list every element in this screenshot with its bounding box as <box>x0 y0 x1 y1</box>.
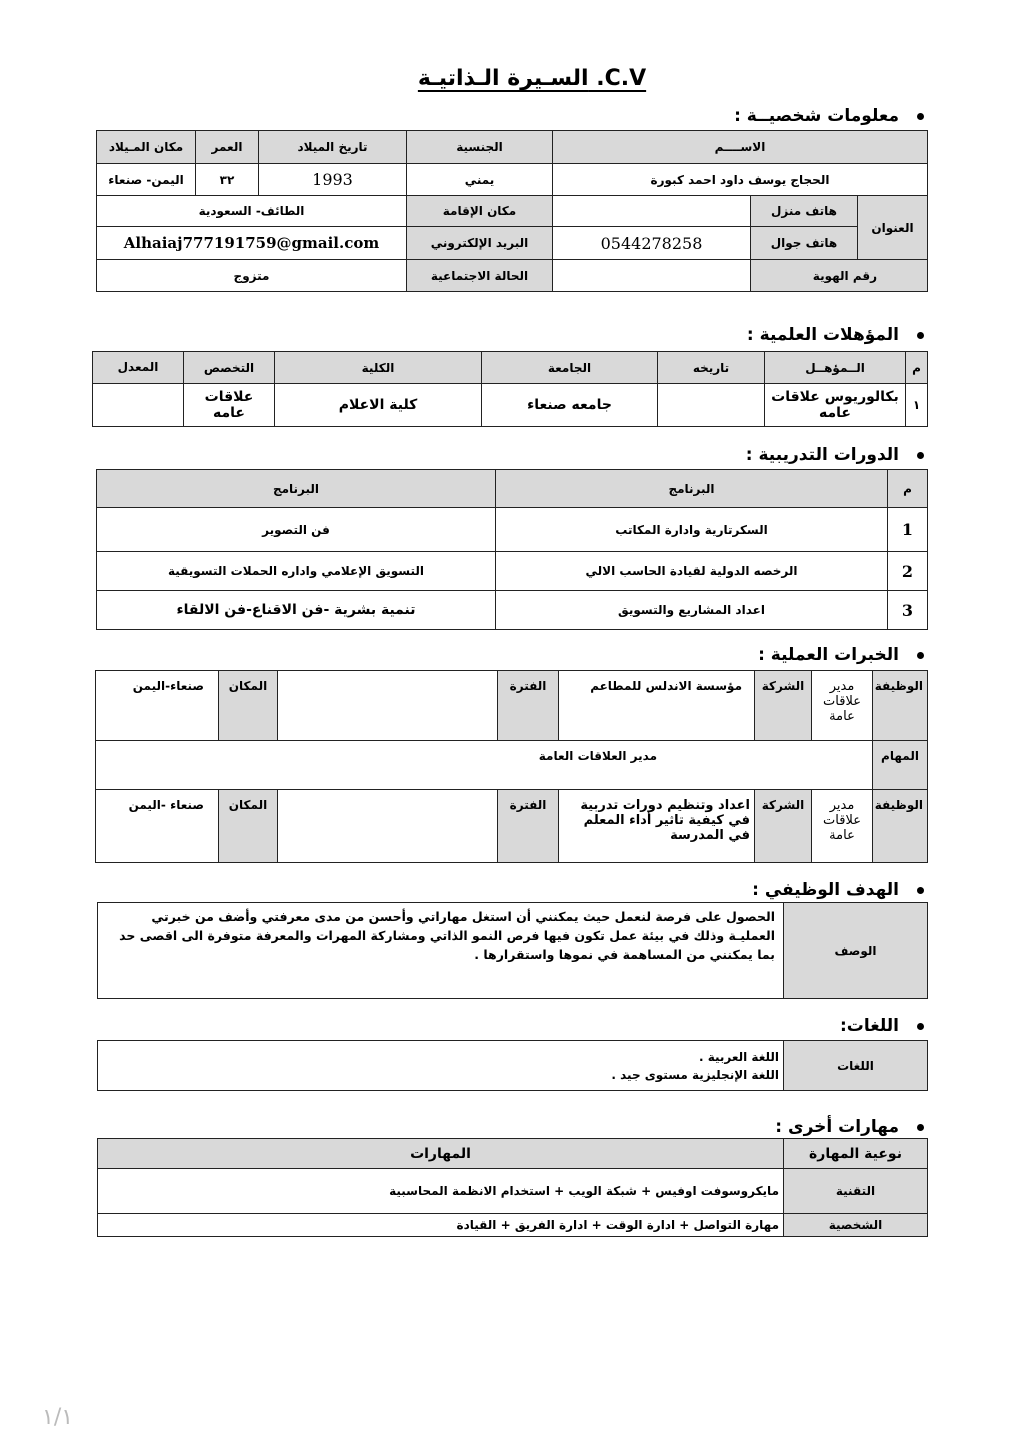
section-title: مهارات أخرى : <box>775 1117 899 1137</box>
job-label: الوظيفة <box>873 790 928 863</box>
home-phone-value <box>553 196 751 227</box>
training-no: 1 <box>888 508 928 552</box>
training-no: 2 <box>888 552 928 591</box>
table-row <box>98 1214 928 1237</box>
edu-date <box>658 384 765 427</box>
edu-header-college: الكلية <box>275 352 482 384</box>
edu-header-university: الجامعة <box>482 352 658 384</box>
skills-header-skills: المهارات <box>98 1139 784 1169</box>
birth-date-value: 1993 <box>259 164 407 196</box>
section-title: المؤهلات العلمية : <box>746 325 899 345</box>
training-no: 3 <box>888 591 928 630</box>
section-title: معلومات شخصيــة : <box>734 106 899 126</box>
table-row <box>97 508 928 552</box>
languages-label: اللغات <box>784 1041 928 1091</box>
skills-table <box>97 1138 928 1237</box>
birth-place-header: مكان المـيلاد <box>97 131 196 164</box>
skill-type: الشخصية <box>784 1214 928 1237</box>
bullet-icon <box>917 1124 924 1131</box>
marital-value: متزوج <box>97 260 407 292</box>
period-label: الفترة <box>498 790 559 863</box>
job-value: مدير علاقات عامة <box>812 671 873 741</box>
training-program-a: اعداد المشاريع والتسويق <box>496 591 888 630</box>
languages-table <box>97 1040 928 1091</box>
home-phone-label: هاتف منزل <box>751 196 858 227</box>
tasks-label: المهام <box>873 741 928 790</box>
table-row <box>97 552 928 591</box>
bullet-icon <box>917 113 924 120</box>
training-program-b: فن التصوير <box>97 508 496 552</box>
edu-header-major: التخصص <box>184 352 275 384</box>
address-label: العنوان <box>858 196 928 260</box>
company-value: مؤسسة الاندلس للمطاعم <box>559 671 755 741</box>
bullet-icon <box>917 1023 924 1030</box>
title-text: السـيرة الـذاتيـة .C.V <box>417 66 647 91</box>
birth-date-header: تاريخ الميلاد <box>259 131 407 164</box>
edu-university: جامعه صنعاء <box>482 384 658 427</box>
training-program-a: الرخصه الدولية لقيادة الحاسب الالي <box>496 552 888 591</box>
language-item: اللغة الإنجليزية مستوى جيد . <box>611 1067 779 1082</box>
place-value: صنعاء-اليمن <box>96 671 219 741</box>
bullet-icon <box>917 887 924 894</box>
edu-major: علاقات عامه <box>184 384 275 427</box>
skill-value: مايكروسوفت اوفيس + شبكة الويب + استخدام الانظمة المحاسبية <box>98 1169 784 1214</box>
company-label: الشركة <box>755 671 812 741</box>
section-education <box>747 325 924 345</box>
edu-gpa <box>93 384 184 427</box>
section-experience <box>758 645 924 665</box>
section-title: الدورات التدريبية : <box>745 445 899 465</box>
section-languages <box>840 1016 924 1036</box>
skills-header-type: نوعية المهارة <box>784 1139 928 1169</box>
edu-header-no: م <box>906 352 928 384</box>
period-value <box>278 671 498 741</box>
mobile-label: هاتف جوال <box>751 227 858 260</box>
nationality-header: الجنسية <box>407 131 553 164</box>
experience-table <box>95 670 928 863</box>
section-skills <box>775 1117 924 1137</box>
section-title: الخبرات العملية : <box>758 645 899 665</box>
training-header-no: م <box>888 470 928 508</box>
skill-type: التقنية <box>784 1169 928 1214</box>
skill-value: مهارة التواصل + ادارة الوقت + ادارة الفريق + القيادة <box>98 1214 784 1237</box>
section-title: اللغات: <box>839 1016 899 1036</box>
training-header-program-a: البرنامج <box>496 470 888 508</box>
section-training <box>746 445 924 465</box>
languages-list <box>98 1041 784 1091</box>
id-label: رقم الهوية <box>751 260 928 292</box>
bullet-icon <box>917 652 924 659</box>
residence-value: الطائف- السعودية <box>97 196 407 227</box>
id-value <box>553 260 751 292</box>
place-label: المكان <box>219 790 278 863</box>
training-table <box>96 469 928 630</box>
edu-college: كلية الاعلام <box>275 384 482 427</box>
job-label: الوظيفة <box>873 671 928 741</box>
age-header: العمر <box>196 131 259 164</box>
section-personal <box>734 106 924 126</box>
experience-entry <box>96 790 928 863</box>
name-value: الحجاج يوسف داود احمد كبورة <box>553 164 928 196</box>
personal-info-table <box>96 130 928 292</box>
table-row <box>97 591 928 630</box>
section-objective <box>752 880 924 900</box>
training-header-program-b: البرنامج <box>97 470 496 508</box>
objective-text: الحصول على فرصة لنعمل حيث يمكنني أن استغل مهاراتي وأحسن من مدى معرفتي وأضف من خبرتي العمليـة وذلك في بيئة عمل تكون فيها فرص النمو الذاتي ومشاركة المهرات والمعرفة متوفرة الى اقصى حد بما يمكنني من المساهمة في نموها واستقرارها . <box>98 903 784 999</box>
company-label: الشركة <box>755 790 812 863</box>
table-row <box>93 384 928 427</box>
language-item: اللغة العربية . <box>698 1049 779 1064</box>
email-label: البريد الإلكتروني <box>407 227 553 260</box>
edu-degree: بكالوريوس علاقات عامه <box>765 384 906 427</box>
place-value: صنعاء -اليمن <box>96 790 219 863</box>
objective-label: الوصف <box>784 903 928 999</box>
period-label: الفترة <box>498 671 559 741</box>
edu-header-date: تاريخه <box>658 352 765 384</box>
table-row <box>98 1169 928 1214</box>
page-number: ١/١ <box>42 1405 74 1430</box>
education-table <box>92 351 928 427</box>
job-value: مدير علاقات عامة <box>812 790 873 863</box>
edu-header-degree: الــمؤهــل <box>765 352 906 384</box>
company-value: اعداد وتنظيم دورات تدربية في كيفية تاثير أداء المعلم في المدرسة <box>559 790 755 863</box>
name-header: الاســــم <box>553 131 928 164</box>
objective-table <box>97 902 928 999</box>
edu-no: ١ <box>906 384 928 427</box>
experience-entry <box>96 671 928 741</box>
birth-place-value: اليمن- صنعاء <box>97 164 196 196</box>
marital-label: الحالة الاجتماعية <box>407 260 553 292</box>
email-value: Alhaiaj777191759@gmail.com <box>97 227 407 260</box>
mobile-value: 0544278258 <box>553 227 751 260</box>
edu-header-gpa: المعدل <box>93 352 184 384</box>
section-title: الهدف الوظيفي : <box>752 880 899 900</box>
residence-label: مكان الإقامة <box>407 196 553 227</box>
page-title <box>0 66 1024 91</box>
age-value: ٣٢ <box>196 164 259 196</box>
training-program-a: السكرتارية وادارة المكاتب <box>496 508 888 552</box>
experience-tasks-row <box>96 741 928 790</box>
tasks-value: مدير العلاقات العامة <box>96 741 873 790</box>
bullet-icon <box>917 332 924 339</box>
training-program-b: تنمية بشرية -فن الاقناع-فن الالقاء <box>97 591 496 630</box>
place-label: المكان <box>219 671 278 741</box>
period-value <box>278 790 498 863</box>
bullet-icon <box>917 452 924 459</box>
training-program-b: التسويق الإعلامي واداره الحملات التسويقية <box>97 552 496 591</box>
nationality-value: يمني <box>407 164 553 196</box>
